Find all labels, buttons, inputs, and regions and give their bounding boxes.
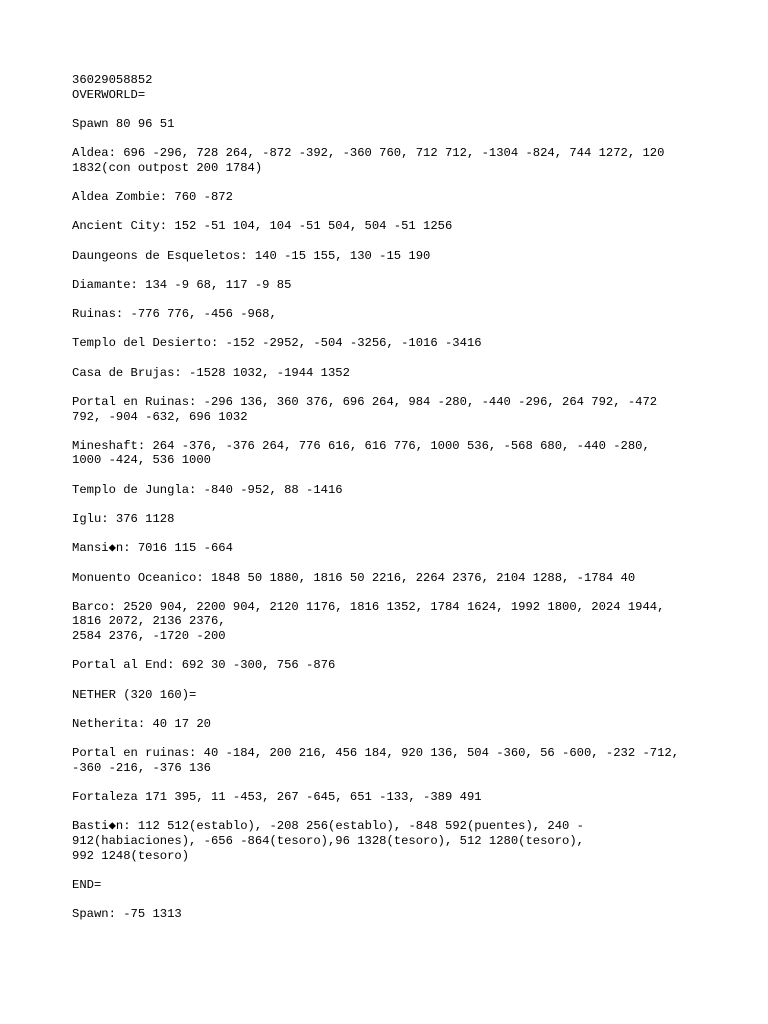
blank-line [72,102,712,117]
blank-line [72,497,712,512]
blank-line [72,892,712,907]
entry-ancient-city: Ancient City: 152 -51 104, 104 -51 504, 504 -51 1256 [72,219,453,234]
entry-fortaleza: Fortaleza 171 395, 11 -453, 267 -645, 651 -133, -389 491 [72,790,482,805]
section-heading-end: END= [72,877,102,892]
entry-mineshaft-line-1: Mineshaft: 264 -376, -376 264, 776 616, 616 776, 1000 536, -568 680, -440 -280, [72,438,650,453]
blank-line [72,673,712,688]
entry-barco-line-1: Barco: 2520 904, 2200 904, 2120 1176, 1816 1352, 1784 1624, 1992 1800, 2024 1944, [72,599,665,614]
blank-line [72,263,712,278]
blank-line [72,175,712,190]
blank-line [72,702,712,717]
entry-portal-end: Portal al End: 692 30 -300, 756 -876 [72,658,336,673]
entry-mansion: Mansi◆n: 7016 115 -664 [72,541,233,556]
entry-aldea-line-1: Aldea: 696 -296, 728 264, -872 -392, -360 760, 712 712, -1304 -824, 744 1272, 120 [72,146,665,161]
entry-portal-ruinas-line-1: Portal en Ruinas: -296 136, 360 376, 696 264, 984 -280, -440 -296, 264 792, -472 [72,395,658,409]
blank-line [72,527,712,542]
entry-bastion-line-2: 912(habiaciones), -656 -864(tesoro),96 1328(tesoro), 512 1280(tesoro), [72,833,584,848]
document-id: 36029058852 [72,73,153,87]
blank-line [72,424,712,439]
entry-spawn: Spawn 80 96 51 [72,116,175,131]
entry-templo-jungla: Templo de Jungla: -840 -952, 88 -1416 [72,482,343,497]
entry-end-spawn: Spawn: -75 1313 [72,907,182,922]
entry-mineshaft-line-2: 1000 -424, 536 1000 [72,453,211,468]
section-heading-nether: NETHER (320 160)= [72,687,197,702]
blank-line [72,644,712,659]
entry-daungeons: Daungeons de Esqueletos: 140 -15 155, 130 -15 190 [72,248,431,263]
blank-line [72,322,712,337]
blank-line [72,732,712,747]
blank-line [72,468,712,483]
blank-line [72,863,712,878]
entry-bastion-line-3: 992 1248(tesoro) [72,848,190,863]
blank-line [72,292,712,307]
entry-nether-portal-line-1: Portal en ruinas: 40 -184, 200 216, 456 184, 920 136, 504 -360, 56 -600, -232 -712, [72,746,680,761]
entry-iglu: Iglu: 376 1128 [72,512,175,527]
blank-line [72,585,712,600]
blank-line [72,205,712,220]
blank-line [72,380,712,395]
blank-line [72,556,712,571]
blank-line [72,805,712,820]
document-page [72,73,712,922]
entry-barco-line-3: 2584 2376, -1720 -200 [72,629,226,644]
entry-diamante: Diamante: 134 -9 68, 117 -9 85 [72,277,292,292]
blank-line [72,234,712,249]
entry-ruinas: Ruinas: -776 776, -456 -968, [72,307,277,322]
entry-portal-ruinas-line-2: 792, -904 -632, 696 1032 [72,409,248,424]
blank-line [72,351,712,366]
section-heading-overworld: OVERWORLD= [72,87,146,102]
blank-line [72,775,712,790]
entry-barco-line-2: 1816 2072, 2136 2376, [72,614,226,629]
entry-monumento: Monuento Oceanico: 1848 50 1880, 1816 50 2216, 2264 2376, 2104 1288, -1784 40 [72,570,636,585]
blank-line [72,131,712,146]
entry-aldea-line-2: 1832(con outpost 200 1784) [72,160,263,175]
entry-nether-portal-line-2: -360 -216, -376 136 [72,760,211,775]
entry-aldea-zombie: Aldea Zombie: 760 -872 [72,190,233,205]
entry-bastion-line-1: Basti◆n: 112 512(establo), -208 256(establo), -848 592(puentes), 240 - [72,819,584,834]
entry-netherita: Netherita: 40 17 20 [72,716,211,731]
entry-casa-brujas: Casa de Brujas: -1528 1032, -1944 1352 [72,365,350,380]
entry-templo-desierto: Templo del Desierto: -152 -2952, -504 -3256, -1016 -3416 [72,336,482,351]
